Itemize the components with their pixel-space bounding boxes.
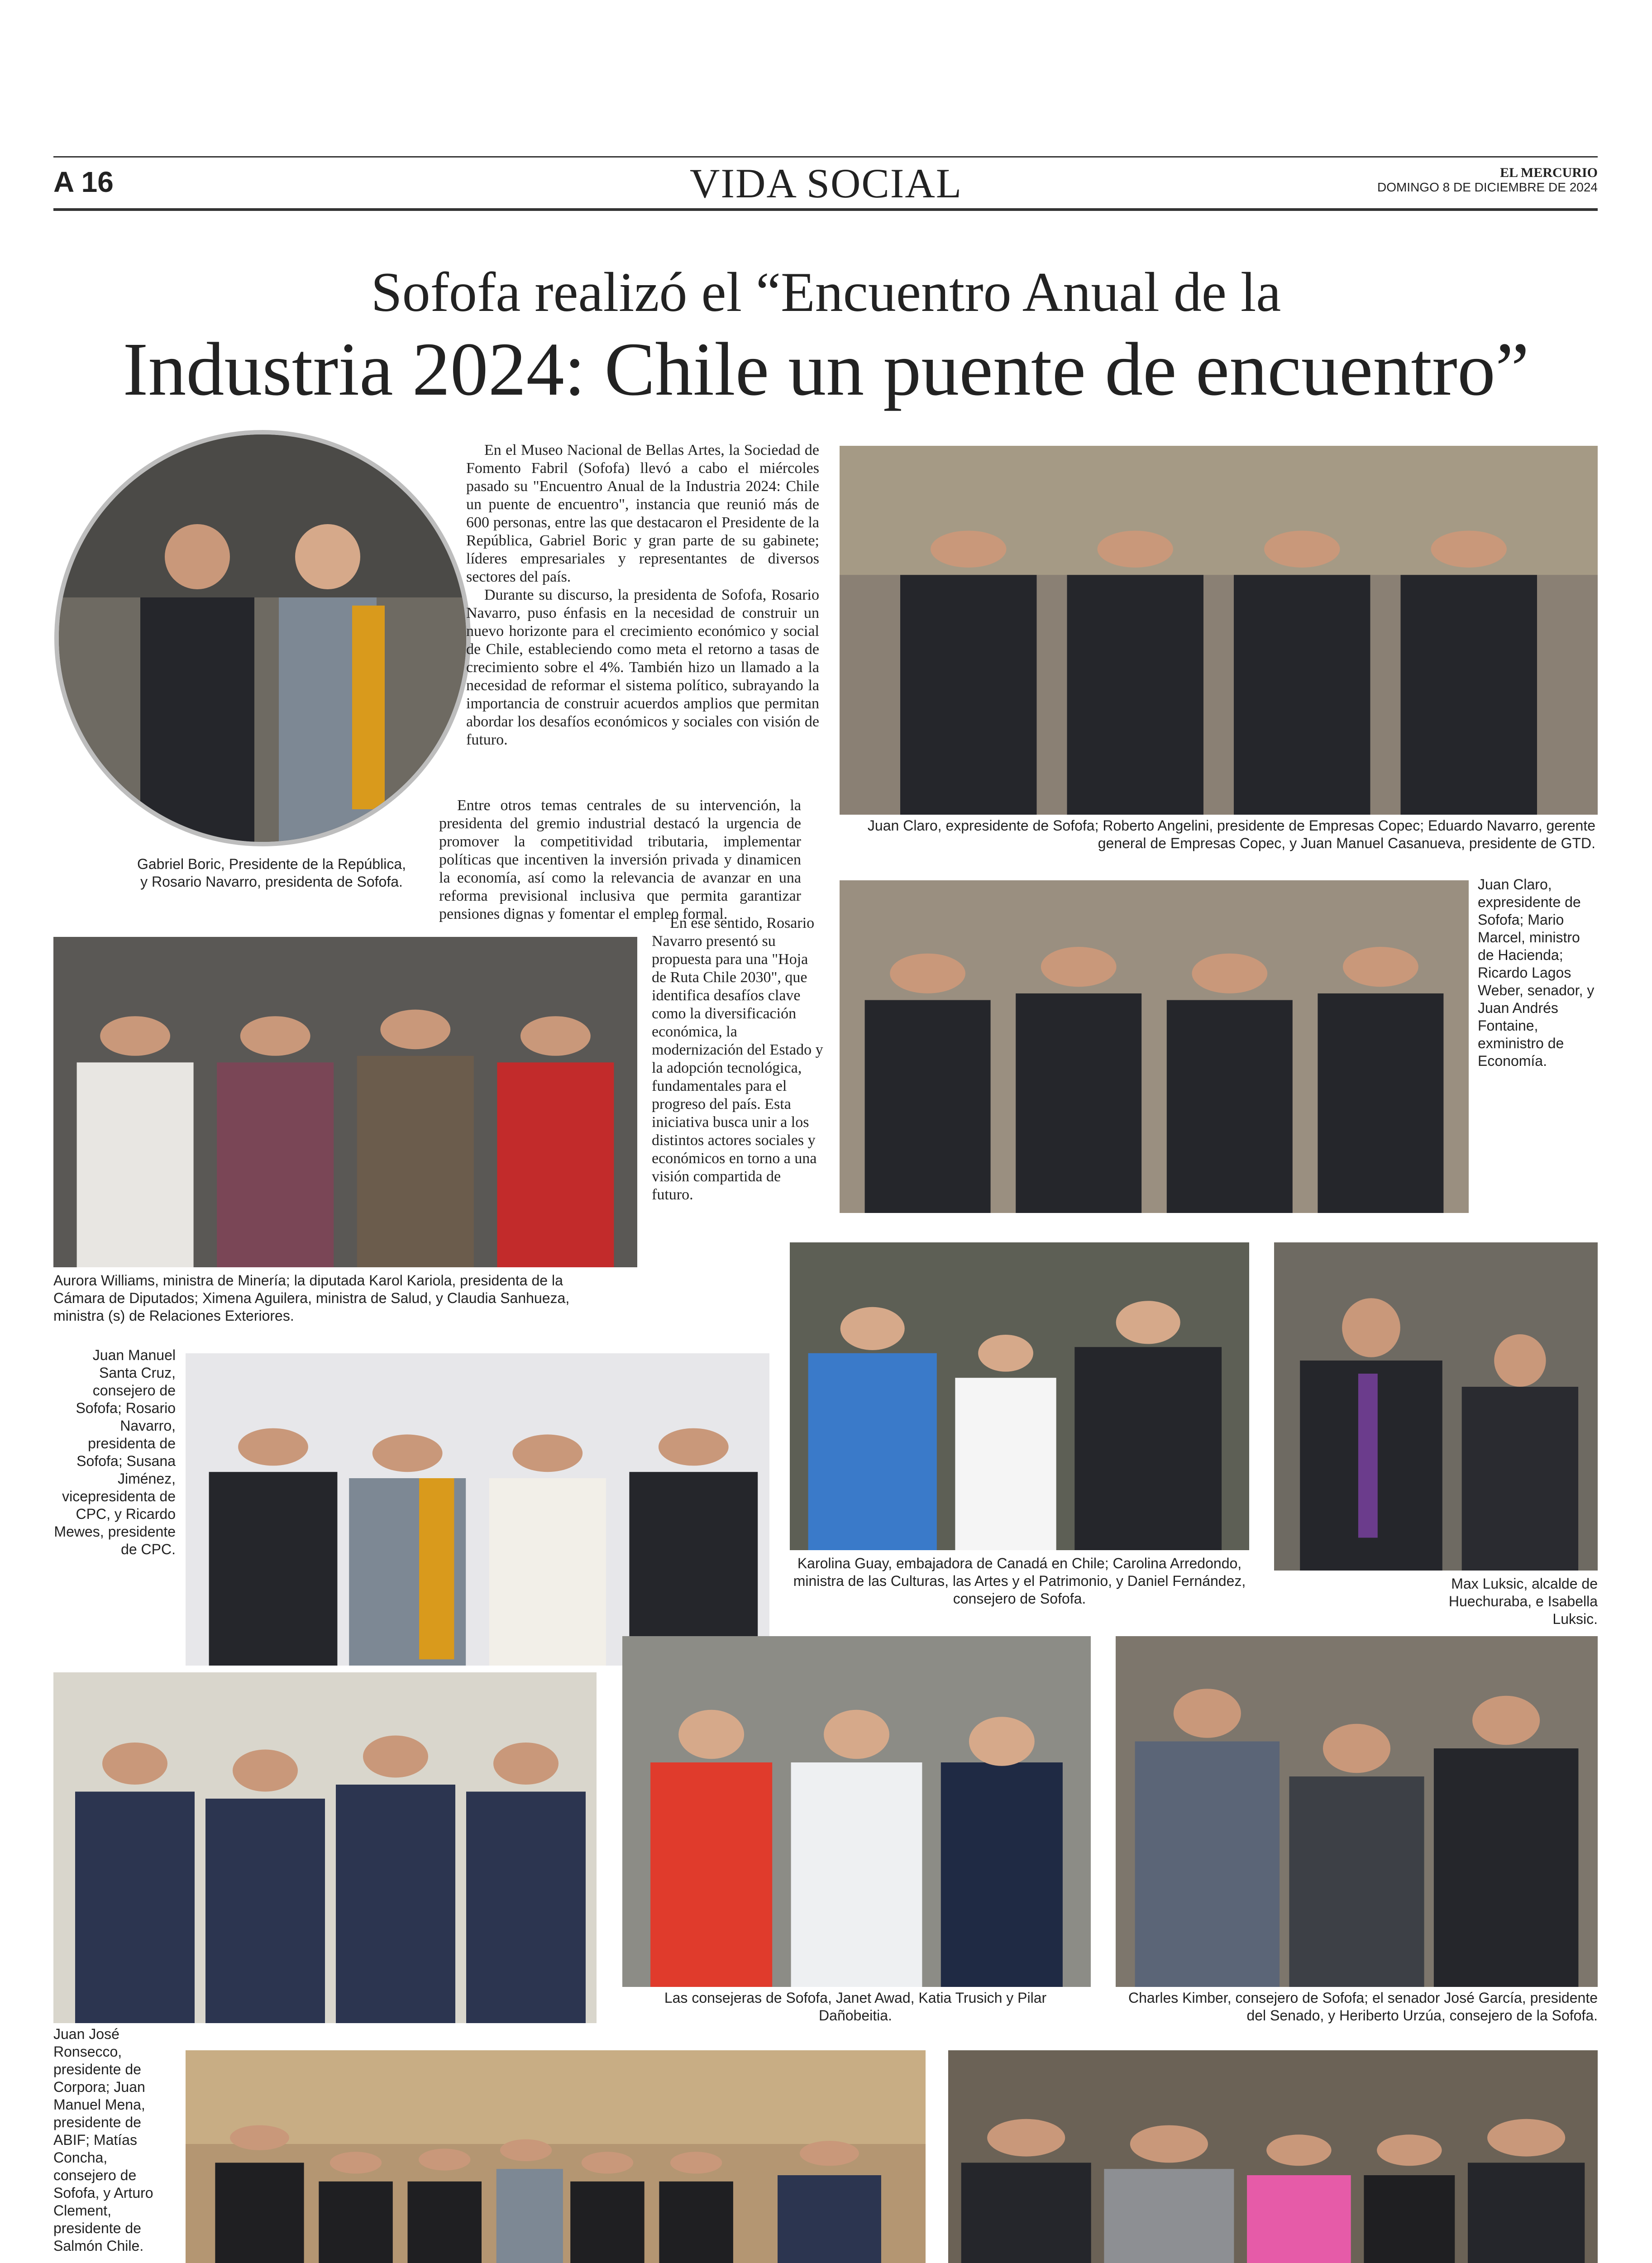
paper-name: EL MERCURIO — [1500, 165, 1598, 180]
photo-guay-arredondo — [790, 1242, 1249, 1550]
top-rule — [53, 156, 1598, 158]
caption-claro-marcel: Juan Claro, expresidente de Sofofa; Mario Marcel, ministro de Hacienda; Ricardo Lagos Weber, senador, y Juan Andrés Fontaine, exministro de Economía. — [1478, 876, 1595, 1069]
caption-kimber: Charles Kimber, consejero de Sofofa; el senador José García, presidente del Senado, y Heriberto Urzúa, consejero de la Sofofa. — [1128, 1990, 1598, 2024]
article-p3: Entre otros temas centrales de su intervención, la presidenta del gremio industrial destacó la urgencia de promover la competitividad tributaria, implementar políticas que incentiven la inversión privada y dinamicen la economía, así como la relevancia de avanzar en una reforma previsional inclusiva que permita garantizar pensiones dignas y fomentar el empleo formal. — [439, 797, 801, 922]
header-rule — [53, 208, 1598, 211]
article-body-lower — [439, 797, 801, 923]
caption-ronsecco: Juan José Ronsecco, presidente de Corpora; Juan Manuel Mena, presidente de ABIF; Matías Concha, consejero de Sofofa, y Arturo Clement, presidente de Salmón Chile. — [53, 2026, 153, 2254]
caption-santacruz: Juan Manuel Santa Cruz, consejero de Sofofa; Rosario Navarro, presidenta de Sofofa; Susana Jiménez, vicepresidenta de CPC, y Ricardo Mewes, presidente de CPC. — [54, 1347, 176, 1557]
headline-line1: Sofofa realizó el “Encuentro Anual de la — [371, 261, 1281, 323]
article-p4: En ese sentido, Rosario Navarro presentó su propuesta para una "Hoja de Ruta Chile 2030", que identifica desafíos clave como la diversificación económica, la modernización del Estado y la adopción tecnológica, fundamentales para el progreso del país. Esta iniciativa busca unir a los distintos actores sociales y económicos en torno a una visión compartida de futuro. — [652, 915, 823, 1203]
page-number: A 16 — [53, 166, 114, 198]
photo-williams-kariola — [53, 937, 637, 1267]
photo-claro-angelini — [840, 446, 1598, 815]
caption-consejeras: Las consejeras de Sofofa, Janet Awad, Katia Trusich y Pilar Dañobeitia. — [664, 1990, 1047, 2024]
caption-claro-angelini: Juan Claro, expresidente de Sofofa; Roberto Angelini, presidente de Empresas Copec; Eduardo Navarro, gerente general de Empresas Copec, y Juan Manuel Casanueva, presidente de GTD. — [867, 817, 1595, 851]
article-p1: En el Museo Nacional de Bellas Artes, la Sociedad de Fomento Fabril (Sofofa) llevó a cabo el miércoles pasado su "Encuentro Anual de la Industria 2024: Chile un puente de encuentro", instancia que reunió más de 600 personas, entre las que destacaron el Presidente de la República, Gabriel Boric y gran parte de su gabinete; líderes empresariales y representantes de diversos sectores del país. — [466, 442, 819, 585]
photo-desbordes — [948, 2050, 1598, 2263]
caption-williams: Aurora Williams, ministra de Minería; la diputada Karol Kariola, presidenta de la Cámara de Diputados; Ximena Aguilera, ministra de Salud, y Claudia Sanhueza, ministra (s) de Relaciones Exteriores. — [53, 1272, 570, 1324]
photo-consejeras — [622, 1636, 1091, 1987]
photo-claro-marcel — [840, 880, 1469, 1213]
caption-boric: Gabriel Boric, Presidente de la República, y Rosario Navarro, presidenta de Sofofa. — [137, 856, 406, 890]
article-body-upper — [466, 441, 819, 749]
photo-ronsecco-mena — [53, 1672, 597, 2023]
photo-estudiantes — [186, 2050, 926, 2263]
caption-guay: Karolina Guay, embajadora de Canadá en Chile; Carolina Arredondo, ministra de las Culturas, las Artes y el Patrimonio, y Daniel Fernández, consejero de Sofofa. — [793, 1555, 1246, 1607]
photo-kimber-garcia — [1116, 1636, 1598, 1987]
headline-line2: Industria 2024: Chile un puente de encuentro” — [123, 327, 1529, 411]
article-body-narrow — [652, 914, 824, 1204]
caption-luksic: Max Luksic, alcalde de Huechuraba, e Isabella Luksic. — [1448, 1576, 1598, 1627]
photo-boric-navarro — [54, 430, 471, 846]
photo-luksic — [1274, 1242, 1598, 1571]
photo-santacruz-navarro — [186, 1353, 769, 1666]
article-p2: Durante su discurso, la presidenta de Sofofa, Rosario Navarro, puso énfasis en la necesidad de construir un nuevo horizonte para el crecimiento económico y social de Chile, estableciendo como meta el retorno a tasas de crecimiento sobre el 4%. También hizo un llamado a la necesidad de reformar el sistema político, subrayando la importancia de construir acuerdos amplios que permitan abordar los desafíos económicos y sociales con visión de futuro. — [466, 587, 819, 748]
section-title: VIDA SOCIAL — [689, 160, 963, 206]
issue-date: DOMINGO 8 DE DICIEMBRE DE 2024 — [1377, 180, 1598, 194]
